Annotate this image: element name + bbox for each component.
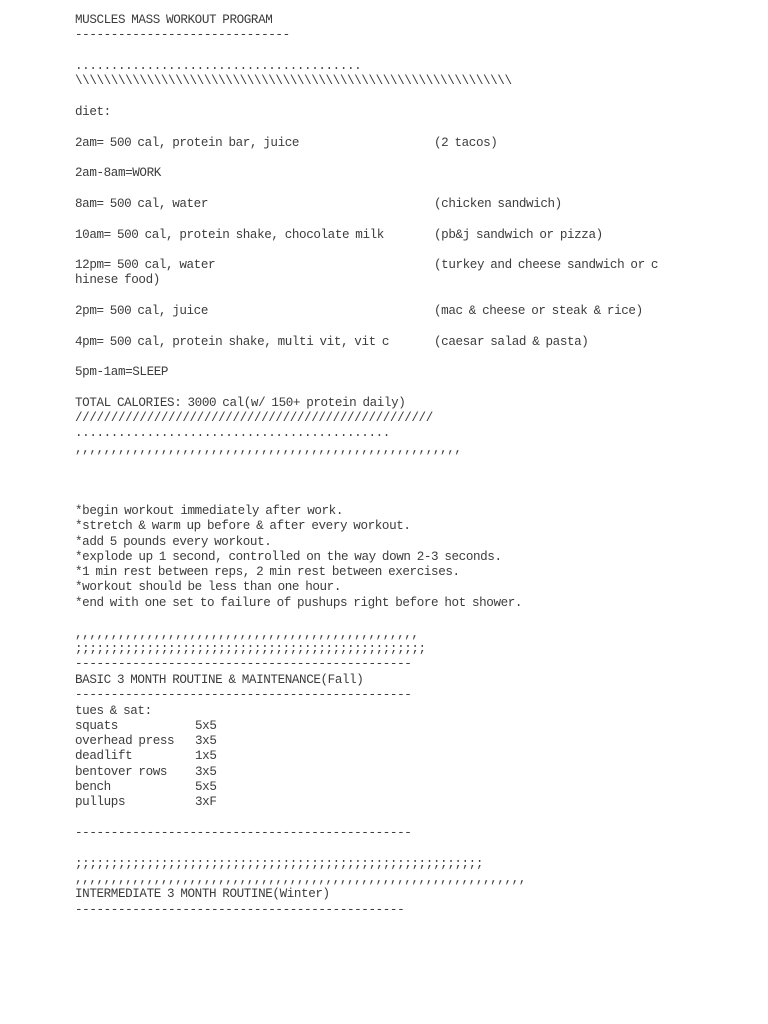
diet-heading: diet: bbox=[75, 105, 111, 119]
intermediate-routine-title: INTERMEDIATE 3 MONTH ROUTINE(Winter) bbox=[75, 887, 330, 901]
dots-divider: ........................................ bbox=[75, 59, 362, 73]
backslash-divider: \\\\\\\\\\\\\\\\\\\\\\\\\\\\\\\\\\\\\\\\\\\\\\\\\\\\\\\\\\\\\ bbox=[75, 74, 512, 88]
exercise-sets: 1x5 bbox=[195, 749, 217, 763]
dash-divider: ----------------------------------------------- bbox=[75, 826, 412, 840]
exercise-name: deadlift bbox=[75, 749, 133, 763]
exercise-sets: 5x5 bbox=[195, 719, 217, 733]
meal-right: (2 tacos) bbox=[434, 136, 498, 150]
semicolon-divider: ;;;;;;;;;;;;;;;;;;;;;;;;;;;;;;;;;;;;;;;;;;;;;;;;;;;;;;;;; bbox=[75, 857, 483, 871]
workout-rule: *stretch & warm up before & after every workout. bbox=[75, 519, 411, 533]
meal-left: 2am-8am=WORK bbox=[75, 166, 161, 180]
routine-days: tues & sat: bbox=[75, 704, 152, 718]
basic-routine-title: BASIC 3 MONTH ROUTINE & MAINTENANCE(Fall) bbox=[75, 673, 364, 687]
dash-divider: ----------------------------------------------- bbox=[75, 688, 412, 702]
dots-divider: ............................................ bbox=[75, 426, 390, 440]
slash-divider: ////////////////////////////////////////////////// bbox=[75, 411, 433, 425]
exercise-name: bench bbox=[75, 780, 111, 794]
meal-right: (mac & cheese or steak & rice) bbox=[434, 304, 643, 318]
meal-left: 8am= 500 cal, water bbox=[75, 197, 208, 211]
meal-right: (chicken sandwich) bbox=[434, 197, 562, 211]
meal-left: 2pm= 500 cal, juice bbox=[75, 304, 208, 318]
meal-left: 2am= 500 cal, protein bar, juice bbox=[75, 136, 300, 150]
workout-rule: *1 min rest between reps, 2 min rest between exercises. bbox=[75, 565, 460, 579]
title-underline: ------------------------------ bbox=[75, 28, 290, 42]
dash-divider: ---------------------------------------------- bbox=[75, 903, 405, 917]
exercise-name: overhead press bbox=[75, 734, 175, 748]
workout-rule: *begin workout immediately after work. bbox=[75, 504, 343, 518]
total-calories: TOTAL CALORIES: 3000 cal(w/ 150+ protein daily) bbox=[75, 396, 406, 410]
exercise-sets: 3x5 bbox=[195, 734, 217, 748]
workout-rule: *explode up 1 second, controlled on the way down 2-3 seconds. bbox=[75, 550, 502, 564]
meal-right-continued: hinese food) bbox=[75, 273, 160, 287]
workout-rule: *add 5 pounds every workout. bbox=[75, 535, 272, 549]
dash-divider: ----------------------------------------------- bbox=[75, 657, 412, 671]
exercise-sets: 3xF bbox=[195, 795, 217, 809]
exercise-name: bentover rows bbox=[75, 765, 168, 779]
meal-right: (turkey and cheese sandwich or c bbox=[434, 258, 659, 272]
meal-right: (pb&j sandwich or pizza) bbox=[434, 228, 603, 242]
document-title: MUSCLES MASS WORKOUT PROGRAM bbox=[75, 13, 273, 27]
meal-right: (caesar salad & pasta) bbox=[434, 335, 589, 349]
comma-divider: ,,,,,,,,,,,,,,,,,,,,,,,,,,,,,,,,,,,,,,,,,,,,,,,, bbox=[75, 627, 419, 641]
workout-rule: *workout should be less than one hour. bbox=[75, 580, 341, 594]
comma-divider: ,,,,,,,,,,,,,,,,,,,,,,,,,,,,,,,,,,,,,,,,,,,,,,,,,,,,,, bbox=[75, 442, 462, 456]
comma-divider: ,,,,,,,,,,,,,,,,,,,,,,,,,,,,,,,,,,,,,,,,,,,,,,,,,,,,,,,,,,,,,,, bbox=[75, 872, 526, 886]
workout-rule: *end with one set to failure of pushups right before hot shower. bbox=[75, 596, 523, 610]
semicolon-divider: ;;;;;;;;;;;;;;;;;;;;;;;;;;;;;;;;;;;;;;;;;;;;;;;;; bbox=[75, 642, 426, 656]
exercise-sets: 3x5 bbox=[195, 765, 217, 779]
meal-left: 12pm= 500 cal, water bbox=[75, 258, 216, 272]
exercise-sets: 5x5 bbox=[195, 780, 217, 794]
meal-left: 4pm= 500 cal, protein shake, multi vit, vit c bbox=[75, 335, 390, 349]
exercise-name: squats bbox=[75, 719, 118, 733]
meal-left: 5pm-1am=SLEEP bbox=[75, 365, 169, 379]
meal-left: 10am= 500 cal, protein shake, chocolate milk bbox=[75, 228, 384, 242]
exercise-name: pullups bbox=[75, 795, 126, 809]
